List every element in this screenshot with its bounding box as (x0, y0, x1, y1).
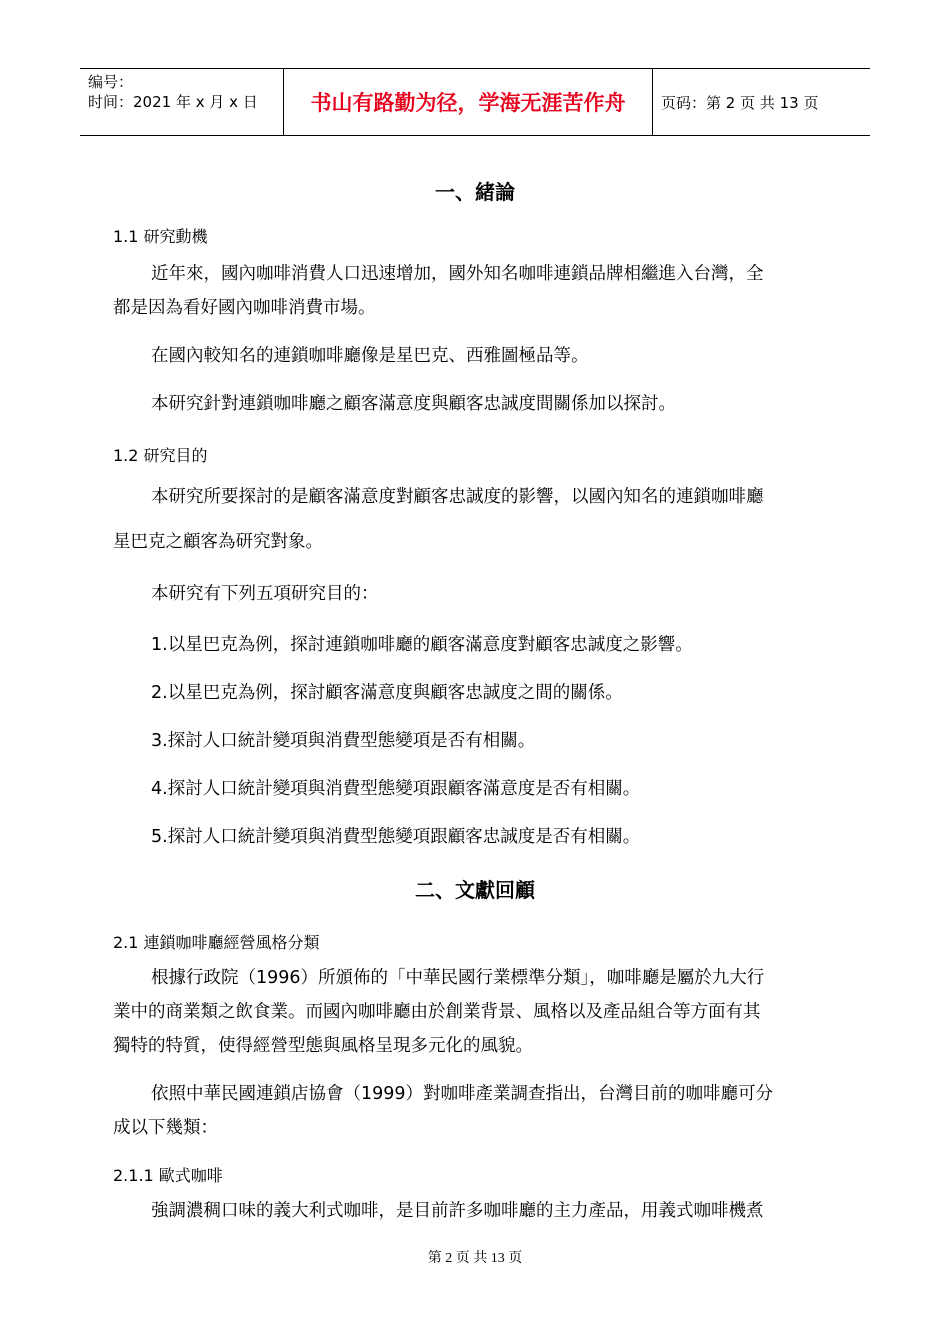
paragraph-line: 獨特的特質，使得經營型態與風格呈現多元化的風貌。 (113, 1036, 533, 1056)
paragraph-line: 本研究所要探討的是顧客滿意度對顧客忠誠度的影響，以國內知名的連鎖咖啡廳 (151, 487, 764, 507)
header-number: 编号： (88, 73, 134, 91)
goal-item: 1.以星巴克為例，探討連鎖咖啡廳的顧客滿意度對顧客忠誠度之影響。 (151, 635, 693, 655)
section-title-1-1: 1.1 研究動機 (113, 227, 208, 246)
paragraph-line: 依照中華民國連鎖店協會（1999）對咖啡產業調查指出，台灣目前的咖啡廳可分 (151, 1084, 774, 1104)
paragraph-line: 本研究針對連鎖咖啡廳之顧客滿意度與顧客忠誠度間關係加以探討。 (151, 394, 676, 414)
goal-item: 4.探討人口統計變項與消費型態變項跟顧客滿意度是否有相關。 (151, 779, 641, 799)
paragraph-line: 強調濃稠口味的義大利式咖啡，是目前許多咖啡廳的主力產品，用義式咖啡機煮 (151, 1201, 764, 1221)
header-time: 时间：2021 年 x 月 x 日 (88, 93, 258, 111)
chapter-title-2: 二、文獻回顧 (415, 878, 535, 902)
paragraph-line: 近年來，國內咖啡消費人口迅速增加，國外知名咖啡連鎖品牌相繼進入台灣，全 (151, 264, 764, 284)
goal-item: 3.探討人口統計變項與消費型態變項是否有相關。 (151, 731, 536, 751)
header-page-info: 页码：第 2 页 共 13 页 (661, 93, 819, 112)
page-header (80, 68, 870, 136)
page-footer: 第 2 页 共 13 页 (427, 1251, 523, 1266)
paragraph-line: 在國內較知名的連鎖咖啡廳像是星巴克、西雅圖極品等。 (151, 346, 589, 366)
paragraph-line: 業中的商業類之飲食業。而國內咖啡廳由於創業背景、風格以及產品組合等方面有其 (113, 1002, 761, 1022)
paragraph-line: 星巴克之顧客為研究對象。 (113, 532, 323, 552)
section-title-2-1-1: 2.1.1 歐式咖啡 (113, 1166, 223, 1185)
paragraph-line: 都是因為看好國內咖啡消費市場。 (113, 298, 376, 318)
header-motto: 书山有路勤为径，学海无涯苦作舟 (283, 69, 653, 135)
goal-item: 2.以星巴克為例，探討顧客滿意度與顧客忠誠度之間的關係。 (151, 683, 623, 703)
paragraph-line: 本研究有下列五項研究目的： (151, 584, 379, 604)
goal-item: 5.探討人口統計變項與消費型態變項跟顧客忠誠度是否有相關。 (151, 827, 641, 847)
chapter-title-1: 一、緒論 (435, 180, 515, 204)
section-title-2-1: 2.1 連鎖咖啡廳經營風格分類 (113, 933, 320, 952)
paragraph-line: 成以下幾類： (113, 1118, 218, 1138)
section-title-1-2: 1.2 研究目的 (113, 446, 208, 465)
paragraph-line: 根據行政院（1996）所頒佈的「中華民國行業標準分類」，咖啡廳是屬於九大行 (151, 968, 765, 988)
header-meta (80, 69, 283, 135)
